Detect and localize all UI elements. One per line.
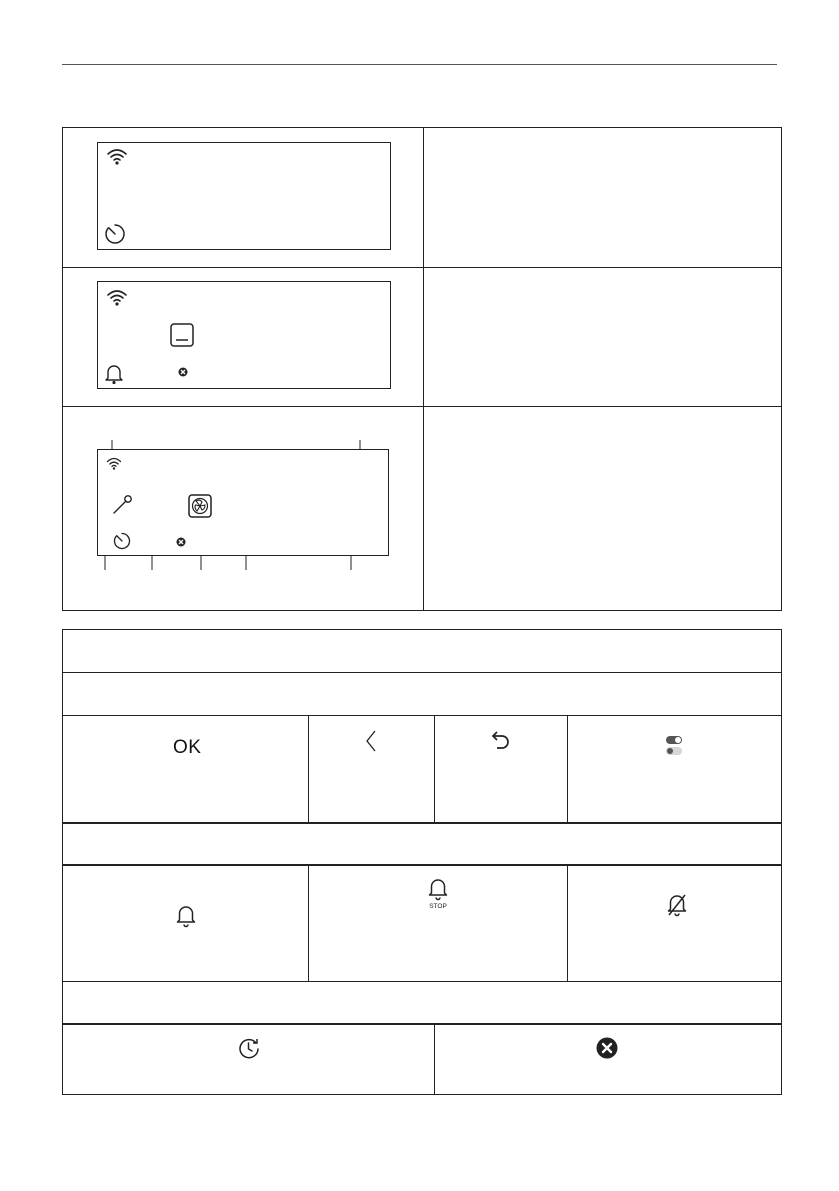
undo-icon[interactable] (488, 731, 510, 751)
close-small-icon (178, 367, 188, 377)
table-divider (63, 267, 781, 268)
table-divider (63, 715, 781, 716)
display-examples-table (62, 127, 782, 611)
table-divider (423, 128, 424, 610)
table-divider (308, 866, 309, 982)
table-divider (434, 716, 435, 823)
oven-function-icon (170, 323, 194, 347)
close-circle-icon[interactable] (596, 1037, 618, 1059)
bell-icon[interactable] (175, 904, 197, 928)
header-rule (62, 64, 777, 65)
fan-icon (188, 494, 212, 518)
display-screen-1 (97, 142, 391, 250)
table-divider (63, 1023, 781, 1025)
chevron-left-icon[interactable] (365, 730, 377, 752)
table-divider (308, 716, 309, 823)
food-probe-icon (112, 493, 134, 515)
table-divider (63, 981, 781, 982)
table-divider (567, 866, 568, 982)
table-divider (63, 672, 781, 673)
icon-legend-table (62, 629, 782, 1095)
display-screen-3 (97, 449, 389, 556)
close-small-icon (176, 537, 186, 547)
stop-label: STOP (429, 903, 447, 910)
display-screen-2 (97, 281, 391, 389)
bell-off-icon[interactable] (666, 893, 688, 917)
wifi-icon (106, 147, 128, 165)
timer-icon (104, 223, 126, 245)
wifi-icon (106, 288, 128, 306)
table-divider (567, 716, 568, 823)
clock-refresh-icon[interactable] (237, 1037, 261, 1061)
bell-icon (104, 363, 124, 385)
ok-button[interactable]: OK (173, 737, 202, 758)
wifi-icon (106, 456, 122, 470)
table-divider (63, 822, 781, 824)
table-divider (63, 864, 781, 866)
toggle-icon[interactable] (665, 735, 685, 757)
table-divider (434, 1025, 435, 1094)
timer-icon (113, 532, 131, 550)
bell-stop-icon[interactable] (426, 878, 450, 910)
